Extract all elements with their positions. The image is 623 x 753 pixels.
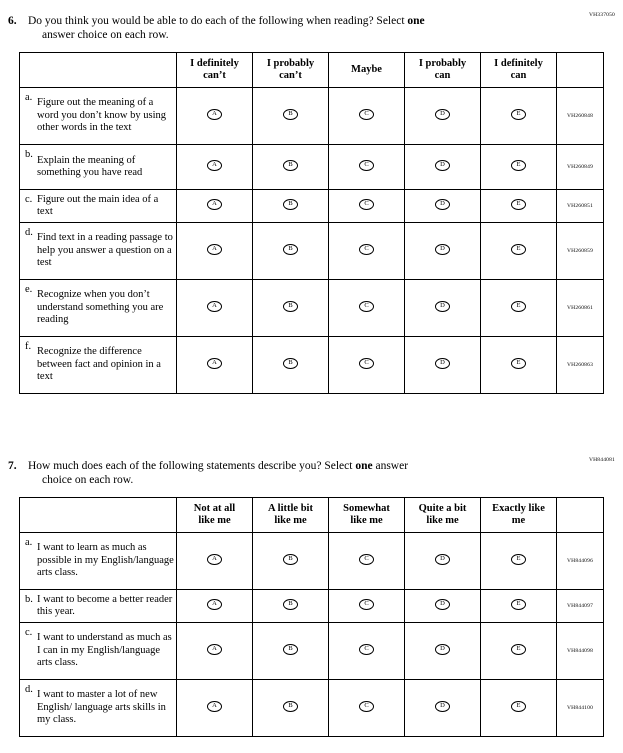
bubble-letter: C <box>364 359 369 366</box>
bubble-letter: A <box>212 600 217 607</box>
question-7-row-a-option-3[interactable] <box>329 533 405 590</box>
question-6-stem-header <box>20 53 177 88</box>
question-6-row-e-option-4[interactable] <box>405 280 481 337</box>
radio-bubble[interactable] <box>435 199 450 210</box>
table-header-row <box>20 53 604 88</box>
bubble-letter: A <box>212 302 217 309</box>
question-6-row-b-option-3[interactable] <box>329 145 405 190</box>
radio-bubble[interactable] <box>435 644 450 655</box>
bubble-letter: E <box>516 702 521 709</box>
radio-bubble[interactable] <box>511 301 526 312</box>
bubble-letter: C <box>364 645 369 652</box>
question-6-row-e-option-2[interactable] <box>253 280 329 337</box>
question-7-row-c-option-3[interactable] <box>329 623 405 680</box>
bubble-letter: C <box>364 702 369 709</box>
radio-bubble[interactable] <box>359 160 374 171</box>
question-7-row-b-option-2[interactable] <box>253 590 329 623</box>
bubble-letter: A <box>212 359 217 366</box>
bubble-letter: B <box>288 702 293 709</box>
question-6-row-a-option-2[interactable] <box>253 88 329 145</box>
row-text: I want to become a better reader this year. <box>37 593 173 617</box>
question-6-row-f-option-1[interactable] <box>177 337 253 394</box>
row-text: I want to learn as much as possible in my English/language arts class. <box>37 542 174 579</box>
radio-bubble[interactable] <box>435 554 450 565</box>
row-text: Recognize when you don’t understand something you are reading <box>37 289 164 326</box>
question-6-row-a-stem <box>20 88 177 145</box>
radio-bubble[interactable] <box>207 358 222 369</box>
bubble-letter: D <box>440 200 445 207</box>
bubble-letter: C <box>364 302 369 309</box>
radio-bubble[interactable] <box>283 358 298 369</box>
row-letter: d. <box>25 227 33 238</box>
radio-bubble[interactable] <box>435 109 450 120</box>
question-6-col-header-5 <box>481 53 557 88</box>
col-header-line2: like me <box>198 515 231 526</box>
radio-bubble[interactable] <box>283 599 298 610</box>
radio-bubble[interactable] <box>283 109 298 120</box>
col-header-line1: Somewhat <box>343 503 390 514</box>
question-6-row-d-option-4[interactable] <box>405 223 481 280</box>
radio-bubble[interactable] <box>207 244 222 255</box>
bubble-letter: A <box>212 200 217 207</box>
question-7-row-d-stem <box>20 680 177 737</box>
col-header-line1: Quite a bit <box>418 503 467 514</box>
row-text: Explain the meaning of something you have read <box>37 154 143 178</box>
question-6-code-header <box>557 53 604 88</box>
radio-bubble[interactable] <box>511 554 526 565</box>
question-6-col-header-4 <box>405 53 481 88</box>
question-7-row-d-option-2[interactable] <box>253 680 329 737</box>
question-7-row-d-option-3[interactable] <box>329 680 405 737</box>
question-6-row-d-code: VH260859 <box>557 223 604 280</box>
question-6-text-part2: answer choice on each row. <box>42 29 169 41</box>
col-header-line1: Not at all <box>193 503 236 514</box>
row-text: Figure out the meaning of a word you don’t know by using other words in the text <box>37 97 167 134</box>
question-7-text-part1: How much does each of the following statements describe you? Select <box>28 460 356 472</box>
radio-bubble[interactable] <box>207 599 222 610</box>
question-7-row-d-code: VH844100 <box>557 680 604 737</box>
question-6-row-c-option-4[interactable] <box>405 190 481 223</box>
bubble-letter: A <box>212 645 217 652</box>
bubble-letter: A <box>212 110 217 117</box>
radio-bubble[interactable] <box>283 644 298 655</box>
question-6-row-c-stem <box>20 190 177 223</box>
table-row <box>20 533 604 590</box>
bubble-letter: C <box>364 600 369 607</box>
question-7-row-b-code: VH844097 <box>557 590 604 623</box>
bubble-letter: D <box>440 645 445 652</box>
row-letter: b. <box>25 594 33 605</box>
col-header-line2: can’t <box>203 70 226 81</box>
row-letter: a. <box>25 537 33 548</box>
question-7-row-b-option-4[interactable] <box>405 590 481 623</box>
question-7-row-a-option-2[interactable] <box>253 533 329 590</box>
question-7-row-a-option-1[interactable] <box>177 533 253 590</box>
question-7-col-header-4 <box>405 498 481 533</box>
bubble-letter: E <box>516 245 521 252</box>
table-row <box>20 88 604 145</box>
bubble-letter: D <box>440 359 445 366</box>
bubble-letter: C <box>364 110 369 117</box>
radio-bubble[interactable] <box>283 301 298 312</box>
question-7-row-a-stem <box>20 533 177 590</box>
bubble-letter: E <box>516 645 521 652</box>
bubble-letter: C <box>364 245 369 252</box>
question-7-row-d-option-4[interactable] <box>405 680 481 737</box>
bubble-letter: D <box>440 110 445 117</box>
table-row <box>20 145 604 190</box>
question-7-code-header <box>557 498 604 533</box>
table-header-row <box>20 498 604 533</box>
radio-bubble[interactable] <box>283 199 298 210</box>
question-7-item-code: VH844081 <box>588 457 615 463</box>
bubble-letter: D <box>440 245 445 252</box>
row-text: Figure out the main idea of a text <box>37 193 159 217</box>
question-7-text <box>28 459 563 487</box>
col-header-line2: me <box>511 515 526 526</box>
bubble-letter: B <box>288 245 293 252</box>
bubble-letter: C <box>364 555 369 562</box>
question-6-row-b-stem <box>20 145 177 190</box>
question-7-row-c-option-2[interactable] <box>253 623 329 680</box>
radio-bubble[interactable] <box>207 160 222 171</box>
bubble-letter: E <box>516 161 521 168</box>
question-7-col-header-1 <box>177 498 253 533</box>
question-6-row-a-option-4[interactable] <box>405 88 481 145</box>
radio-bubble[interactable] <box>207 701 222 712</box>
question-7-stem-header <box>20 498 177 533</box>
radio-bubble[interactable] <box>283 244 298 255</box>
question-6-table-head <box>20 53 604 88</box>
question-7-table-body <box>20 533 604 737</box>
question-6-row-d-option-5[interactable] <box>481 223 557 280</box>
radio-bubble[interactable] <box>359 644 374 655</box>
question-6-number: 6. <box>8 15 17 27</box>
question-7-row-b-option-5[interactable] <box>481 590 557 623</box>
question-6-row-d-stem <box>20 223 177 280</box>
question-6-row-c-option-1[interactable] <box>177 190 253 223</box>
question-6-row-b-option-1[interactable] <box>177 145 253 190</box>
bubble-letter: E <box>516 200 521 207</box>
bubble-letter: E <box>516 600 521 607</box>
question-7-col-header-2 <box>253 498 329 533</box>
radio-bubble[interactable] <box>359 199 374 210</box>
row-letter: c. <box>25 627 33 638</box>
bubble-letter: C <box>364 161 369 168</box>
question-6-row-e-code: VH260861 <box>557 280 604 337</box>
radio-bubble[interactable] <box>207 301 222 312</box>
question-6-row-f-stem <box>20 337 177 394</box>
radio-bubble[interactable] <box>359 599 374 610</box>
question-7-row-a-option-4[interactable] <box>405 533 481 590</box>
question-6-row-b-code: VH260849 <box>557 145 604 190</box>
col-header-line1: Exactly like <box>492 503 545 514</box>
question-7-row-d-option-1[interactable] <box>177 680 253 737</box>
radio-bubble[interactable] <box>207 644 222 655</box>
radio-bubble[interactable] <box>511 160 526 171</box>
radio-bubble[interactable] <box>435 244 450 255</box>
question-6-row-f-option-4[interactable] <box>405 337 481 394</box>
row-text: I want to master a lot of new English/ language arts skills in my class. <box>37 689 166 726</box>
bubble-letter: C <box>364 200 369 207</box>
question-6-table <box>19 52 604 394</box>
question-7-row-c-option-1[interactable] <box>177 623 253 680</box>
table-row <box>20 223 604 280</box>
question-7-table <box>19 497 604 737</box>
row-letter: d. <box>25 684 33 695</box>
col-header-line1: Maybe <box>351 64 382 75</box>
question-6-row-f-option-2[interactable] <box>253 337 329 394</box>
radio-bubble[interactable] <box>511 599 526 610</box>
question-7-block <box>0 459 623 737</box>
question-7-row-c-option-5[interactable] <box>481 623 557 680</box>
question-6-row-b-option-2[interactable] <box>253 145 329 190</box>
table-row <box>20 337 604 394</box>
bubble-letter: A <box>212 161 217 168</box>
question-6-text-bold: one <box>407 15 425 27</box>
bubble-letter: B <box>288 110 293 117</box>
question-6-row-d-option-3[interactable] <box>329 223 405 280</box>
question-6-row-f-option-5[interactable] <box>481 337 557 394</box>
question-6-col-header-3 <box>329 53 405 88</box>
bubble-letter: D <box>440 161 445 168</box>
bubble-letter: B <box>288 161 293 168</box>
question-7-text-part2: answer <box>375 460 409 472</box>
radio-bubble[interactable] <box>435 301 450 312</box>
radio-bubble[interactable] <box>511 358 526 369</box>
question-6-row-e-option-1[interactable] <box>177 280 253 337</box>
question-6-row-a-code: VH260848 <box>557 88 604 145</box>
question-6-row-f-option-3[interactable] <box>329 337 405 394</box>
col-header-line2: can <box>434 70 451 81</box>
question-7-row-b-option-1[interactable] <box>177 590 253 623</box>
radio-bubble[interactable] <box>511 244 526 255</box>
question-6-block <box>0 14 623 394</box>
radio-bubble[interactable] <box>359 358 374 369</box>
question-6-header <box>0 14 623 42</box>
question-6-row-a-option-3[interactable] <box>329 88 405 145</box>
question-6-row-a-option-5[interactable] <box>481 88 557 145</box>
question-6-row-d-option-1[interactable] <box>177 223 253 280</box>
radio-bubble[interactable] <box>359 301 374 312</box>
table-row <box>20 280 604 337</box>
radio-bubble[interactable] <box>511 644 526 655</box>
question-7-number: 7. <box>8 460 17 472</box>
question-6-row-e-stem <box>20 280 177 337</box>
table-row <box>20 190 604 223</box>
question-6-text <box>28 14 563 42</box>
question-6-row-c-option-2[interactable] <box>253 190 329 223</box>
col-header-line2: can’t <box>279 70 302 81</box>
question-6-col-header-2 <box>253 53 329 88</box>
row-text: I want to understand as much as I can in my English/language arts class. <box>37 632 172 669</box>
col-header-line1: A little bit <box>268 503 313 514</box>
question-6-col-header-1 <box>177 53 253 88</box>
bubble-letter: E <box>516 110 521 117</box>
col-header-line2: like me <box>274 515 307 526</box>
question-6-table-body <box>20 88 604 394</box>
row-text: Recognize the difference between fact and opinion in a text <box>37 346 161 383</box>
bubble-letter: D <box>440 302 445 309</box>
question-6-row-b-option-5[interactable] <box>481 145 557 190</box>
question-7-header <box>0 459 623 487</box>
col-header-line1: I definitely <box>190 58 239 69</box>
radio-bubble[interactable] <box>435 701 450 712</box>
row-letter: e. <box>25 284 33 295</box>
radio-bubble[interactable] <box>435 599 450 610</box>
bubble-letter: B <box>288 645 293 652</box>
row-text: Find text in a reading passage to help you answer a question on a test <box>37 232 173 269</box>
question-7-row-b-option-3[interactable] <box>329 590 405 623</box>
row-letter: a. <box>25 92 33 103</box>
radio-bubble[interactable] <box>359 109 374 120</box>
row-letter: c. <box>25 194 33 205</box>
radio-bubble[interactable] <box>283 701 298 712</box>
table-row <box>20 623 604 680</box>
col-header-line2: like me <box>426 515 459 526</box>
radio-bubble[interactable] <box>359 244 374 255</box>
question-7-row-d-option-5[interactable] <box>481 680 557 737</box>
row-letter: f. <box>25 341 32 352</box>
radio-bubble[interactable] <box>435 358 450 369</box>
question-6-item-code: VH337050 <box>588 12 615 18</box>
col-header-line1: I probably <box>418 58 467 69</box>
radio-bubble[interactable] <box>207 554 222 565</box>
table-row <box>20 590 604 623</box>
bubble-letter: E <box>516 302 521 309</box>
question-7-row-c-option-4[interactable] <box>405 623 481 680</box>
question-7-col-header-3 <box>329 498 405 533</box>
question-7-text-line2: choice on each row. <box>42 474 134 486</box>
radio-bubble[interactable] <box>207 109 222 120</box>
table-row <box>20 680 604 737</box>
question-6-row-a-option-1[interactable] <box>177 88 253 145</box>
question-7-row-c-code: VH844098 <box>557 623 604 680</box>
radio-bubble[interactable] <box>511 109 526 120</box>
bubble-letter: B <box>288 359 293 366</box>
bubble-letter: B <box>288 200 293 207</box>
radio-bubble[interactable] <box>207 199 222 210</box>
bubble-letter: B <box>288 600 293 607</box>
question-6-row-e-option-3[interactable] <box>329 280 405 337</box>
question-7-row-c-stem <box>20 623 177 680</box>
bubble-letter: B <box>288 555 293 562</box>
question-6-row-b-option-4[interactable] <box>405 145 481 190</box>
radio-bubble[interactable] <box>359 554 374 565</box>
bubble-letter: A <box>212 555 217 562</box>
question-6-row-e-option-5[interactable] <box>481 280 557 337</box>
radio-bubble[interactable] <box>283 554 298 565</box>
radio-bubble[interactable] <box>511 199 526 210</box>
col-header-line2: can <box>510 70 527 81</box>
question-6-row-f-code: VH260863 <box>557 337 604 394</box>
bubble-letter: E <box>516 555 521 562</box>
bubble-letter: B <box>288 302 293 309</box>
radio-bubble[interactable] <box>283 160 298 171</box>
col-header-line2: like me <box>350 515 383 526</box>
col-header-line1: I probably <box>266 58 315 69</box>
radio-bubble[interactable] <box>359 701 374 712</box>
bubble-letter: D <box>440 555 445 562</box>
bubble-letter: D <box>440 702 445 709</box>
question-7-row-a-code: VH844096 <box>557 533 604 590</box>
bubble-letter: A <box>212 245 217 252</box>
question-7-row-b-stem <box>20 590 177 623</box>
bubble-letter: E <box>516 359 521 366</box>
row-letter: b. <box>25 149 33 160</box>
radio-bubble[interactable] <box>435 160 450 171</box>
question-6-row-c-option-3[interactable] <box>329 190 405 223</box>
question-7-col-header-5 <box>481 498 557 533</box>
question-6-row-c-code: VH260851 <box>557 190 604 223</box>
question-6-row-d-option-2[interactable] <box>253 223 329 280</box>
col-header-line1: I definitely <box>494 58 543 69</box>
bubble-letter: A <box>212 702 217 709</box>
question-6-text-part1: Do you think you would be able to do each of the following when reading? Select <box>28 15 408 27</box>
question-7-row-a-option-5[interactable] <box>481 533 557 590</box>
bubble-letter: D <box>440 600 445 607</box>
radio-bubble[interactable] <box>511 701 526 712</box>
question-6-row-c-option-5[interactable] <box>481 190 557 223</box>
question-7-table-head <box>20 498 604 533</box>
question-7-text-bold: one <box>355 460 373 472</box>
